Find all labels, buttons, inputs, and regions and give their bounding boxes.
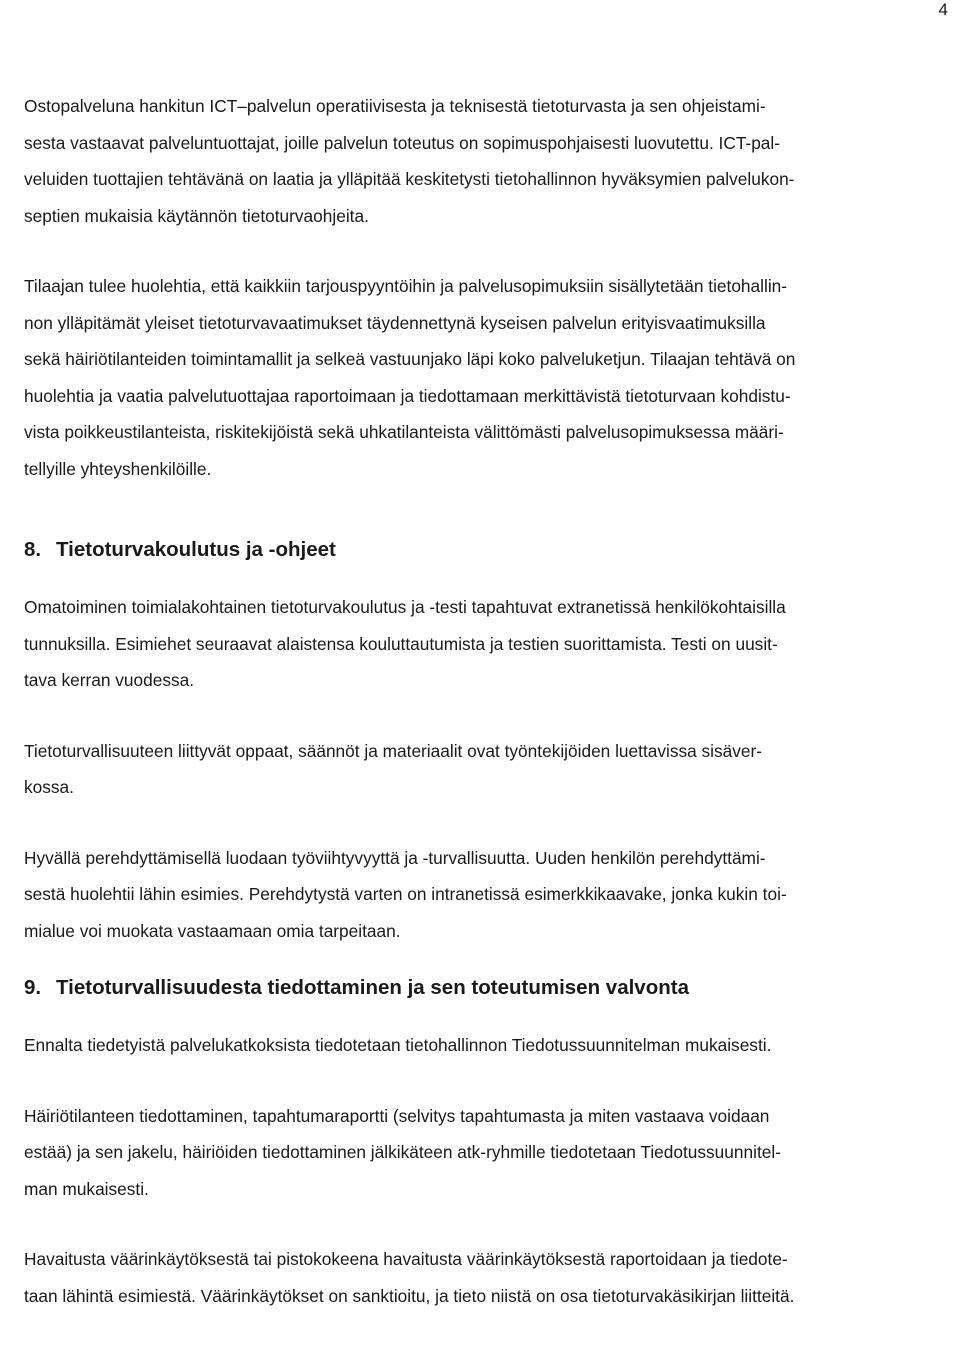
text-line: sestä huolehtii lähin esimies. Perehdytystä varten on intranetissä esimerkkikaavake, jonka kukin toi-	[24, 884, 787, 904]
section-number: 9.	[24, 976, 42, 999]
text-line: Ostopalveluna hankitun ICT–palvelun operatiivisesta ja teknisestä tietoturvasta ja sen ohjeistami-	[24, 96, 766, 116]
document-body	[24, 88, 954, 1314]
text-line: estää) ja sen jakelu, häiriöiden tiedottaminen jälkikäteen atk-ryhmille tiedotetaan Tiedotussuunnitel-	[24, 1142, 781, 1162]
text-line: huolehtia ja vaatia palvelutuottajaa raportoimaan ja tiedottamaan merkittävistä tietoturvaan kohdistu-	[24, 385, 791, 406]
section-heading-8	[24, 535, 954, 565]
text-line: Ennalta tiedetyistä palvelukatkoksista tiedotetaan tietohallinnon Tiedotussuunnitelman mukaisesti.	[24, 1035, 772, 1055]
text-line: tava kerran vuodessa.	[24, 670, 195, 690]
section-title: Tietoturvakoulutus ja -ohjeet	[56, 538, 336, 561]
text-line: Tilaajan tulee huolehtia, että kaikkiin tarjouspyyntöihin ja palvelusopimuksiin sisällytetään tietohallin-	[24, 276, 788, 296]
text-line: sekä häiriötilanteiden toimintamallit ja selkeä vastuunjako läpi koko palveluketjun. Tilaajan tehtävä on	[24, 349, 796, 369]
section-number: 8.	[24, 538, 42, 561]
text-line: sesta vastaavat palveluntuottajat, joille palvelun toteutus on sopimuspohjaisesti luovutettu. ICT-pal-	[24, 132, 781, 153]
text-line: Havaitusta väärinkäytöksestä tai pistokokeena havaitusta väärinkäytöksestä raportoidaan ja tiedote-	[24, 1249, 788, 1269]
section-title: Tietoturvallisuudesta tiedottaminen ja sen toteutumisen valvonta	[56, 976, 689, 999]
text-line: Omatoiminen toimialakohtainen tietoturvakoulutus ja -testi tapahtuvat extranetissä henkilökohtaisilla	[24, 597, 786, 617]
text-line: vista poikkeustilanteista, riskitekijöistä sekä uhkatilanteista välittömästi palvelusopimuksessa määri-	[24, 422, 784, 442]
paragraph-training	[24, 589, 954, 699]
paragraph-planned-outages	[24, 1027, 954, 1064]
text-line: tunnuksilla. Esimiehet seuraavat alaistensa kouluttautumista ja testien suorittamista. Testi on uusit-	[24, 633, 778, 654]
text-line: Häiriötilanteen tiedottaminen, tapahtumaraportti (selvitys tapahtumasta ja miten vastaava voidaan	[24, 1105, 770, 1126]
paragraph-client-duties	[24, 268, 954, 487]
paragraph-incident-reporting	[24, 1098, 954, 1208]
text-line: kossa.	[24, 777, 74, 797]
paragraph-orientation	[24, 840, 954, 950]
text-line: mialue voi muokata vastaamaan omia tarpeitaan.	[24, 920, 401, 941]
paragraph-misuse	[24, 1241, 954, 1314]
page-number: 4	[938, 0, 948, 19]
text-line: man mukaisesti.	[24, 1178, 149, 1199]
text-line: tellyille yhteyshenkilöille.	[24, 458, 212, 479]
text-line: taan lähintä esimiestä. Väärinkäytökset on sanktioitu, ja tieto niistä on osa tietoturvakäsikirjan liitteitä.	[24, 1285, 795, 1306]
text-line: Tietoturvallisuuteen liittyvät oppaat, säännöt ja materiaalit ovat työntekijöiden luettavissa sisäver-	[24, 740, 763, 761]
paragraph-guides	[24, 733, 954, 806]
paragraph-outsourced-ict	[24, 88, 954, 234]
text-line: septien mukaisia käytännön tietoturvaohjeita.	[24, 205, 369, 226]
text-line: veluiden tuottajien tehtävänä on laatia ja ylläpitää keskitetysti tietohallinnon hyväksymien palvelukon-	[24, 169, 795, 189]
text-line: non ylläpitämät yleiset tietoturvavaatimukset täydennettynä kyseisen palvelun erityisvaatimuksilla	[24, 312, 766, 333]
section-heading-9	[24, 973, 954, 1003]
text-line: Hyvällä perehdyttämisellä luodaan työviihtyvyyttä ja -turvallisuutta. Uuden henkilön perehdyttämi-	[24, 847, 766, 868]
